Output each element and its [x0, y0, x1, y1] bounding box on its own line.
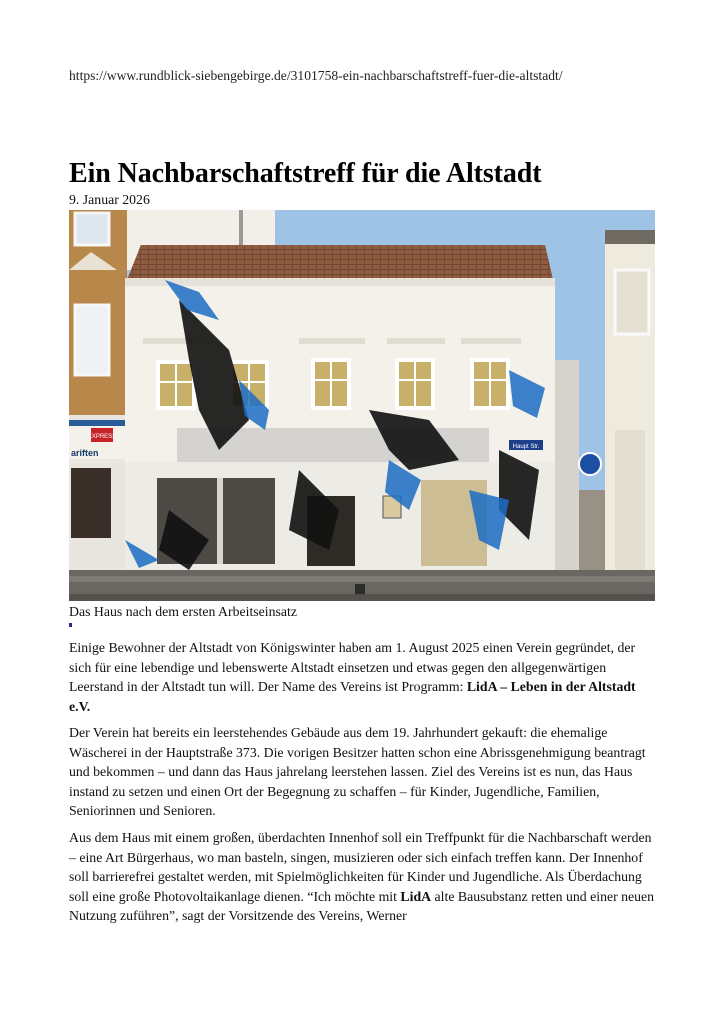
article-title: Ein Nachbarschaftstreff für die Altstadt — [69, 158, 542, 189]
photo-caption: Das Haus nach dem ersten Arbeitseinsatz — [69, 604, 297, 619]
pedestrian-sign — [579, 453, 601, 475]
street-sign-text: Haupt Str. — [512, 444, 540, 450]
paragraph-2: Der Verein hat bereits ein leerstehendes Gebäude aus dem 19. Jahrhundert gekauft: die ehemalige Wäscherei in der Hauptstraße 373. Die vorigen Besitzer hatten schon eine Abrissgenehmigung beantragt und bekommen – und dann das Haus jahrelang leerstehen lassen. Ziel des Vereins ist es nun, das Haus instand zu setzen und einen Ort der Begegnung zu schaffen – für Kinder, Jugendliche, Familien, Seniorinnen und Senioren. — [69, 725, 646, 819]
paragraph-1 — [69, 638, 659, 716]
express-sign-text: EXPRESS — [87, 434, 117, 440]
shop-sign-text: ariften — [71, 448, 99, 458]
article-date: 9. Januar 2026 — [69, 192, 150, 207]
paragraph-3 — [69, 828, 659, 926]
caption-marker — [69, 623, 72, 627]
article-photo — [69, 210, 655, 601]
paragraph-1-bold: LidA – Leben in der Altstadt e.V. — [69, 679, 636, 714]
paragraph-3-text-a: Aus dem Haus mit einem großen, überdachten Innenhof soll ein Treffpunkt für die Nachbarschaft werden – eine Art Bürgerhaus, wo man basteln, singen, musizieren oder sich einfach treffen kann. Der Innenhof soll barrierefrei gestaltet werden, mit Spielmöglichkeiten für Kinder und Jugendliche. Als Überdachung soll eine große Photovoltaikanlage dienen. “Ich möchte mit — [69, 830, 652, 904]
paragraph-3-text-b: alte Bausubstanz retten und einer neuen Nutzung zuführen”, sagt der Vorsitzende des Vereins, Werner — [69, 888, 655, 924]
paragraph-1-text: Einige Bewohner der Altstadt von Königswinter haben am 1. August 2025 einen Verein gegründet, der sich für eine lebendige und lebenswerte Altstadt einsetzen und etwas gegen den allgegenwärtigen Leerstand in der Altstadt tun will. Der Name des Vereins ist Programm: — [69, 640, 636, 695]
source-url[interactable]: https://www.rundblick-siebengebirge.de/3101758-ein-nachbarschaftstreff-fuer-die-altstadt/ — [69, 68, 563, 83]
paragraph-3-bold: LidA — [400, 888, 432, 904]
